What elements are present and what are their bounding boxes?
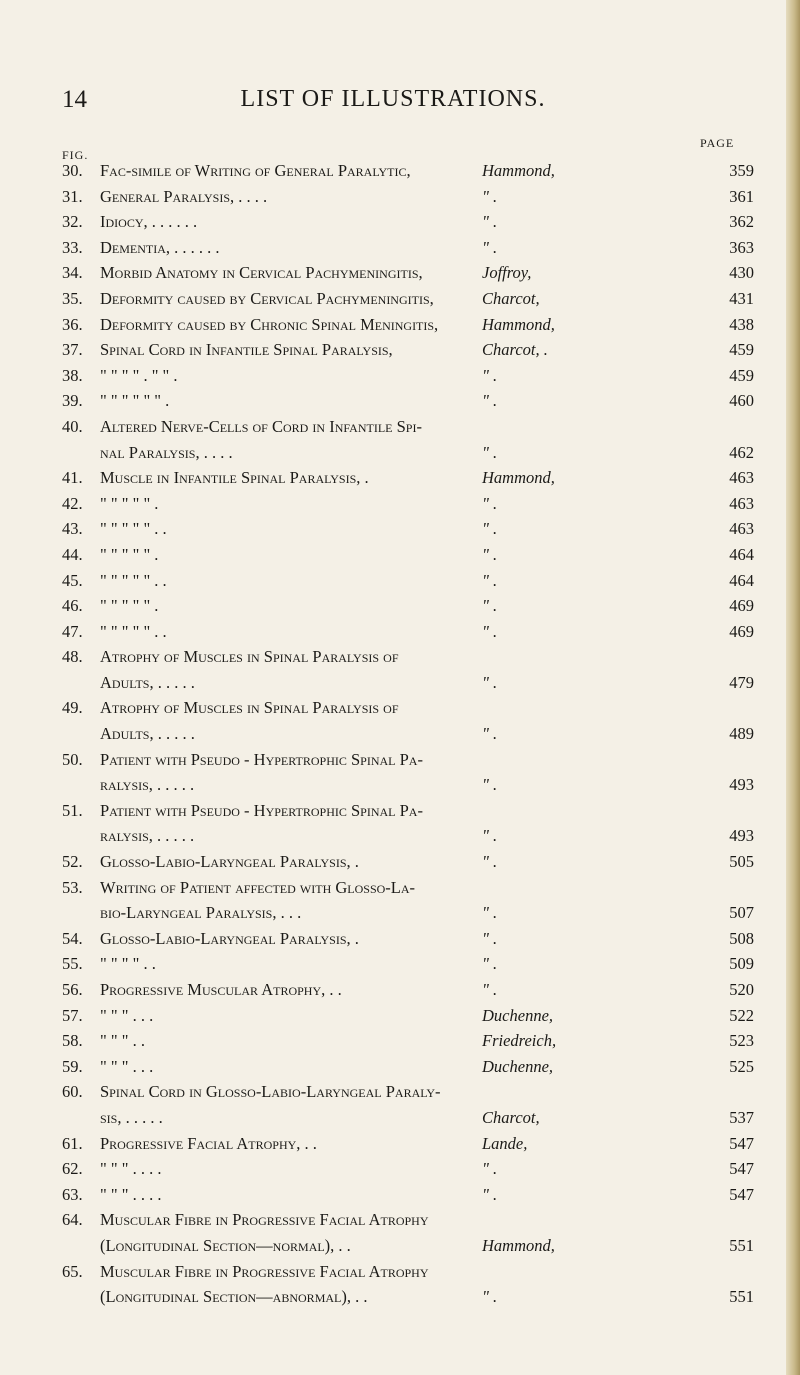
illustration-title: Atrophy of Muscles in Spinal Paralysis of: [100, 647, 399, 667]
list-item: [62, 1079, 770, 1105]
page-reference: 547: [729, 1184, 754, 1204]
list-item: [62, 1054, 770, 1080]
author-name: Hammond,: [482, 314, 555, 334]
author-name: " .: [482, 826, 498, 846]
illustration-title: Dementia, . . . . . .: [100, 237, 220, 257]
page-reference: 493: [729, 826, 754, 846]
page-reference: 460: [729, 391, 754, 411]
figure-number: 33.: [62, 237, 83, 257]
page-edge: [786, 0, 800, 1375]
list-item: [62, 1259, 770, 1285]
figure-number: 64.: [62, 1210, 83, 1230]
page-reference: 464: [729, 544, 754, 564]
list-item: [62, 695, 770, 721]
figure-number: 35.: [62, 288, 83, 308]
list-item: [62, 644, 770, 670]
figure-number: 55.: [62, 954, 83, 974]
list-item: [62, 184, 770, 210]
illustration-title: " " " " " . .: [100, 519, 167, 539]
author-name: " .: [482, 212, 498, 232]
list-item: [62, 1003, 770, 1029]
page-reference: 459: [729, 365, 754, 385]
illustration-title: Spinal Cord in Infantile Spinal Paralysis,: [100, 340, 393, 360]
illustration-title: Fac-simile of Writing of General Paralytic,: [100, 161, 411, 180]
author-name: " .: [482, 672, 498, 692]
author-name: " .: [482, 928, 498, 948]
figure-number: 52.: [62, 852, 83, 872]
page-reference: 525: [729, 1056, 754, 1076]
illustration-title: " " " . .: [100, 1031, 145, 1051]
list-item: [62, 235, 770, 261]
page-reference: 362: [729, 212, 754, 232]
list-item: [62, 440, 770, 466]
list-item: [62, 721, 770, 747]
page-reference: 508: [729, 928, 754, 948]
list-item: [62, 1233, 770, 1259]
illustration-title-continued: Adults, . . . . .: [100, 672, 195, 692]
page-reference: 509: [729, 954, 754, 974]
illustration-title: " " " " . .: [100, 954, 156, 974]
figure-number: 50.: [62, 749, 83, 769]
figure-number: 60.: [62, 1082, 83, 1102]
list-item: [62, 260, 770, 286]
figure-number: 43.: [62, 519, 83, 539]
page-reference: 523: [729, 1031, 754, 1051]
illustration-title-continued: sis, . . . . .: [100, 1107, 163, 1127]
author-name: " .: [482, 365, 498, 385]
illustration-title: Patient with Pseudo - Hypertrophic Spinal Pa-: [100, 800, 423, 820]
page-reference: 537: [729, 1107, 754, 1127]
list-item: [62, 951, 770, 977]
illustration-title: " " " " . " " .: [100, 365, 178, 385]
figure-number: 38.: [62, 365, 83, 385]
list-item: [62, 798, 770, 824]
author-name: " .: [482, 596, 498, 616]
illustration-title-continued: ralysis, . . . . .: [100, 775, 195, 795]
author-name: Lande,: [482, 1133, 528, 1153]
author-name: " .: [482, 1159, 498, 1179]
illustration-title: " " " . . . .: [100, 1159, 162, 1179]
list-item: [62, 337, 770, 363]
illustration-title: " " " " " .: [100, 596, 159, 616]
author-name: " .: [482, 544, 498, 564]
author-name: " .: [482, 391, 498, 411]
illustration-title: Altered Nerve-Cells of Cord in Infantile Spi-: [100, 416, 422, 436]
illustration-title: Muscle in Infantile Spinal Paralysis, .: [100, 468, 369, 488]
author-name: " .: [482, 186, 498, 206]
figure-number: 45.: [62, 570, 83, 590]
figure-number: 30.: [62, 161, 83, 180]
list-item: [62, 516, 770, 542]
illustration-title: Writing of Patient affected with Glosso-La-: [100, 877, 416, 897]
figure-number: 32.: [62, 212, 83, 232]
list-item: [62, 312, 770, 338]
list-item: [62, 823, 770, 849]
page-reference: 359: [729, 161, 754, 180]
list-item: [62, 926, 770, 952]
fig-column-label: FIG.: [62, 148, 89, 162]
list-item: [62, 465, 770, 491]
figure-number: 42.: [62, 493, 83, 513]
list-item: [62, 619, 770, 645]
illustration-title-continued: ralysis, . . . . .: [100, 826, 195, 846]
figure-number: 59.: [62, 1056, 83, 1076]
illustration-title: Atrophy of Muscles in Spinal Paralysis of: [100, 698, 399, 718]
figure-number: 37.: [62, 340, 83, 360]
figure-number: 40.: [62, 416, 83, 436]
author-name: Duchenne,: [482, 1005, 554, 1025]
author-name: " .: [482, 775, 498, 795]
page-reference: 507: [729, 903, 754, 923]
figure-number: 39.: [62, 391, 83, 411]
list-item: [62, 1131, 770, 1157]
illustration-title: " " " " " . .: [100, 570, 167, 590]
author-name: " .: [482, 570, 498, 590]
page-column-label: PAGE: [700, 136, 735, 150]
list-item: [62, 1284, 770, 1310]
page-reference: 547: [729, 1159, 754, 1179]
page-number: 14: [62, 86, 87, 113]
page-reference: 489: [729, 724, 754, 744]
figure-number: 63.: [62, 1184, 83, 1204]
author-name: " .: [482, 519, 498, 539]
figure-number: 36.: [62, 314, 83, 334]
illustration-title: Patient with Pseudo - Hypertrophic Spinal Pa-: [100, 749, 423, 769]
author-name: " .: [482, 442, 498, 462]
page-reference: 463: [729, 519, 754, 539]
author-name: " .: [482, 1287, 498, 1307]
figure-number: 44.: [62, 544, 83, 564]
page-reference: 522: [729, 1005, 754, 1025]
author-name: " .: [482, 852, 498, 872]
page-reference: 479: [729, 672, 754, 692]
page-reference: 551: [729, 1287, 754, 1307]
list-item: [62, 772, 770, 798]
page-reference: 463: [729, 493, 754, 513]
page-reference: 493: [729, 775, 754, 795]
author-name: " .: [482, 621, 498, 641]
page-reference: 469: [729, 621, 754, 641]
list-item: [62, 1207, 770, 1233]
list-item: [62, 388, 770, 414]
list-item: [62, 1156, 770, 1182]
illustration-title: " " " " " .: [100, 544, 159, 564]
figure-number: 51.: [62, 800, 83, 820]
figure-number: 31.: [62, 186, 83, 206]
page-reference: 469: [729, 596, 754, 616]
illustration-title: General Paralysis, . . . .: [100, 186, 268, 206]
illustration-title: Morbid Anatomy in Cervical Pachymeningitis,: [100, 263, 423, 283]
illustration-title: Muscular Fibre in Progressive Facial Atrophy: [100, 1210, 429, 1230]
figure-number: 62.: [62, 1159, 83, 1179]
list-item: [62, 491, 770, 517]
list-item: [62, 1182, 770, 1208]
figure-number: 47.: [62, 621, 83, 641]
author-name: Hammond,: [482, 161, 555, 180]
illustration-title: Deformity caused by Cervical Pachymeningitis,: [100, 288, 434, 308]
illustration-title-continued: (Longitudinal Section—normal), . .: [100, 1235, 351, 1255]
page-reference: 438: [729, 314, 754, 334]
page-header: [0, 86, 786, 116]
page-reference: 430: [729, 263, 754, 283]
author-name: " .: [482, 954, 498, 974]
list-item: [62, 1028, 770, 1054]
page-reference: 462: [729, 442, 754, 462]
page-reference: 547: [729, 1133, 754, 1153]
illustration-title: Glosso-Labio-Laryngeal Paralysis, .: [100, 928, 359, 948]
page-reference: 361: [729, 186, 754, 206]
page-reference: 363: [729, 237, 754, 257]
illustration-title: Idiocy, . . . . . .: [100, 212, 198, 232]
author-name: " .: [482, 903, 498, 923]
list-item: [62, 158, 770, 184]
author-name: " .: [482, 237, 498, 257]
author-name: " .: [482, 724, 498, 744]
figure-number: 48.: [62, 647, 83, 667]
page-reference: 459: [729, 340, 754, 360]
list-item: [62, 670, 770, 696]
list-item: [62, 849, 770, 875]
figure-number: 57.: [62, 1005, 83, 1025]
author-name: Friedreich,: [482, 1031, 557, 1051]
list-item: [62, 286, 770, 312]
figure-number: 56.: [62, 980, 83, 999]
illustration-title: Progressive Muscular Atrophy, . .: [100, 980, 342, 999]
list-item: [62, 900, 770, 926]
list-item: [62, 568, 770, 594]
illustration-title-continued: bio-Laryngeal Paralysis, . . .: [100, 903, 302, 923]
illustration-title-continued: Adults, . . . . .: [100, 724, 195, 744]
page-reference: 464: [729, 570, 754, 590]
illustration-title: Muscular Fibre in Progressive Facial Atrophy: [100, 1261, 429, 1281]
figure-number: 46.: [62, 596, 83, 616]
page-reference: 520: [729, 980, 754, 999]
author-name: Charcot,: [482, 1107, 540, 1127]
list-item: [62, 977, 770, 1003]
author-name: Duchenne,: [482, 1056, 554, 1076]
author-name: Joffroy,: [482, 263, 532, 283]
figure-number: 41.: [62, 468, 83, 488]
figure-number: 53.: [62, 877, 83, 897]
illustration-title: " " " . . .: [100, 1005, 154, 1025]
illustration-list: [62, 158, 770, 1310]
figure-number: 34.: [62, 263, 83, 283]
figure-number: 49.: [62, 698, 83, 718]
illustration-title: " " " . . . .: [100, 1184, 162, 1204]
list-item: [62, 542, 770, 568]
figure-number: 54.: [62, 928, 83, 948]
page-reference: 551: [729, 1235, 754, 1255]
page-reference: 505: [729, 852, 754, 872]
figure-number: 58.: [62, 1031, 83, 1051]
author-name: " .: [482, 980, 498, 999]
list-item: [62, 747, 770, 773]
illustration-title: Glosso-Labio-Laryngeal Paralysis, .: [100, 852, 359, 872]
illustration-title: " " " " " " .: [100, 391, 170, 411]
list-item: [62, 414, 770, 440]
illustration-title: Spinal Cord in Glosso-Labio-Laryngeal Paraly-: [100, 1082, 441, 1102]
author-name: Hammond,: [482, 1235, 555, 1255]
list-item: [62, 363, 770, 389]
illustration-title: Progressive Facial Atrophy, . .: [100, 1133, 317, 1153]
author-name: " .: [482, 493, 498, 513]
list-item: [62, 209, 770, 235]
author-name: Hammond,: [482, 468, 555, 488]
list-item: [62, 875, 770, 901]
figure-number: 61.: [62, 1133, 83, 1153]
author-name: Charcot,: [482, 288, 540, 308]
illustration-title: " " " . . .: [100, 1056, 154, 1076]
page-title: LIST OF ILLUSTRATIONS.: [240, 86, 546, 112]
illustration-title: " " " " " .: [100, 493, 159, 513]
author-name: " .: [482, 1184, 498, 1204]
list-item: [62, 593, 770, 619]
illustration-title: Deformity caused by Chronic Spinal Meningitis,: [100, 314, 439, 334]
illustration-title: " " " " " . .: [100, 621, 167, 641]
figure-number: 65.: [62, 1261, 83, 1281]
illustration-title-continued: (Longitudinal Section—abnormal), . .: [100, 1287, 368, 1307]
page-reference: 463: [729, 468, 754, 488]
page-reference: 431: [729, 288, 754, 308]
list-item: [62, 1105, 770, 1131]
author-name: Charcot, .: [482, 340, 548, 360]
illustration-title-continued: nal Paralysis, . . . .: [100, 442, 233, 462]
